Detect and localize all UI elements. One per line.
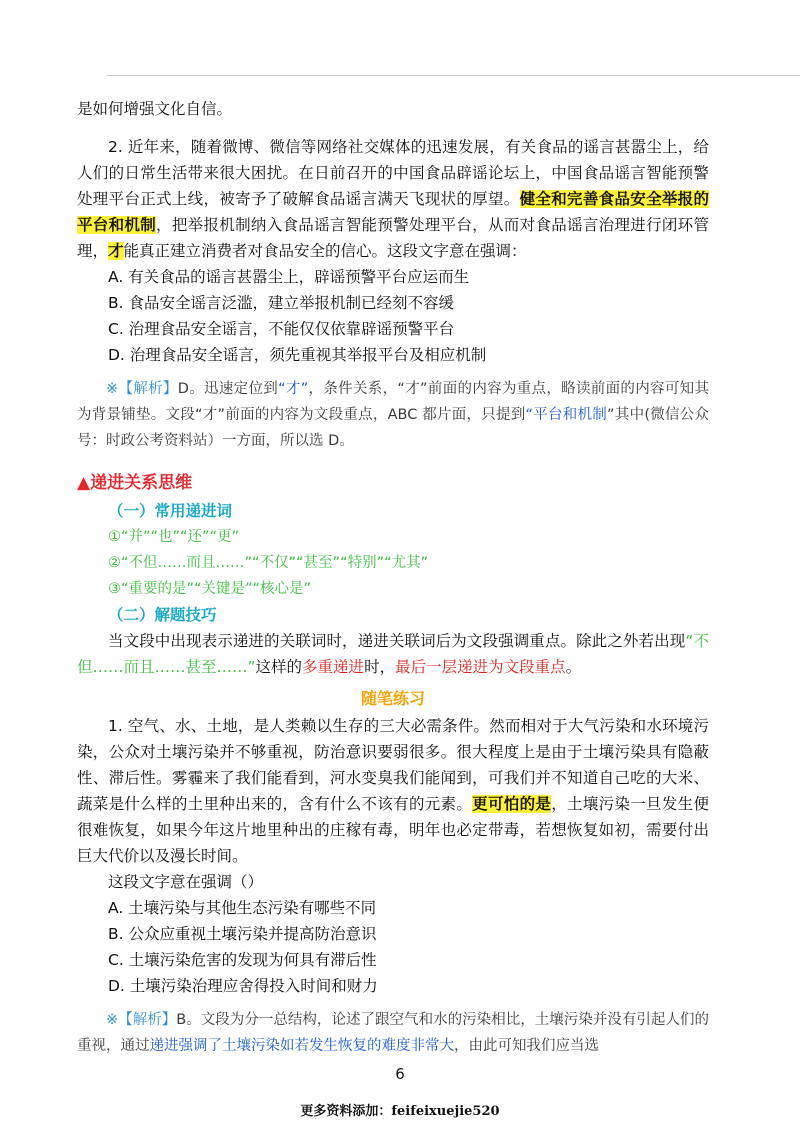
q2-analysis-keyword: “才” — [278, 381, 309, 397]
tip-text-3: 时， — [364, 658, 396, 676]
word-list-item-1: ①“并”“也”“还”“更” — [108, 529, 240, 545]
section-heading: ▲递进关系思维 — [77, 473, 193, 493]
practice-analysis — [77, 1007, 709, 1059]
document-body — [77, 96, 709, 1059]
subheading-techniques: （二）解题技巧 — [108, 606, 217, 624]
q2-highlight-1: 健全和完善食品安全举报的平台和机制 — [77, 190, 709, 234]
practice-question-prompt: 这段文字意在强调（） — [108, 873, 264, 891]
practice-option-d: D. 土壤污染治理应舍得投入时间和财力 — [108, 977, 378, 995]
practice-analysis-link: 递进强调了土壤污染如若发生恢复的难度非常大 — [149, 1038, 454, 1054]
q2-option-c: C. 治理食品安全谣言，不能仅仅依靠辟谣预警平台 — [108, 320, 455, 338]
q2-option-d: D. 治理食品安全谣言，须先重视其举报平台及相应机制 — [108, 346, 487, 364]
practice-analysis-mark: ※【解析】 — [106, 1012, 177, 1028]
practice-title: 随笔练习 — [360, 689, 425, 708]
tip-text-4: 。 — [565, 658, 582, 676]
practice-option-c: C. 土壤污染危害的发现为何具有滞后性 — [108, 951, 377, 969]
q2-highlight-2: 才 — [108, 242, 124, 260]
analysis-mark: ※【解析】 — [106, 381, 178, 397]
q2-analysis-link: “平台和机制 — [525, 407, 608, 423]
q2-text-1: 2. 近年来，随着微博、微信等网络社交媒体的迅速发展，有关食品的谣言甚嚣尘上，给人们的日常生活带来很大困扰。在日前召开的中国食品辟谣论坛上，中国食品谣言智能预警处理平台正式上线，被寄予了破解食品谣言满天飞现状的厚望。 — [77, 138, 709, 208]
header-rule — [107, 75, 800, 76]
subheading-common-words: （一）常用递进词 — [108, 502, 233, 520]
word-list-item-2: ②“不但……而且……”“不仅”“甚至”“特别”“尤其” — [108, 555, 429, 571]
practice-option-a: A. 土壤污染与其他生态污染有哪些不同 — [108, 899, 377, 917]
technique-paragraph — [77, 628, 709, 680]
question-2-stem — [77, 134, 709, 264]
q2-text-3: 能真正建立消费者对食品安全的信心。这段文字意在强调： — [123, 242, 527, 260]
word-list-item-3: ③“重要的是”“关键是”“核心是” — [108, 581, 312, 597]
practice-highlight: 更可怕的是 — [472, 795, 552, 813]
practice-text-1: 1. 空气、水、土地，是人类赖以生存的三大必需条件。然而相对于大气污染和水环境污染，公众对土壤污染并不够重视，防治意识要弱很多。很大程度上是由于土壤污染具有隐蔽性、滞后性。雾霾来了我们能看到，河水变臭我们能闻到，可我们并不知道自己吃的大米、蔬菜是什么样的土里种出来的，含有什么不该有的元素。 — [77, 717, 709, 813]
tip-text-1: 当文段中出现表示递进的关联词时，递进关联词后为文段强调重点。除此之外若出现 — [108, 632, 686, 650]
q2-analysis-text-2: ，条件关系，“才”前面的内容为重点，略读前面的内容可知其为背景铺垫。文段“才”前面的内容为文段重点，ABC 都片面，只提到 — [77, 381, 709, 423]
q2-option-b: B. 食品安全谣言泛滥，建立举报机制已经刻不容缓 — [108, 294, 454, 312]
practice-option-b: B. 公众应重视土壤污染并提高防治意识 — [108, 925, 377, 943]
tip-red-phrase-2: 最后一层递进为文段重点 — [395, 658, 566, 676]
practice-text-2: ，土壤污染一旦发生便很难恢复，如果今年这片地里种出的庄稼有毒，明年也必定带毒，若想恢复如初，需要付出巨大代价以及漫长时间。 — [77, 795, 709, 865]
practice-question-stem — [77, 713, 709, 869]
practice-analysis-text-1: B。文段为分一总结构，论述了跟空气和水的污染相比，土壤污染并没有引起人们的重视，通过 — [77, 1012, 709, 1054]
tip-text-2: 这样的 — [255, 658, 303, 676]
tip-green-phrase: “不但……而且……甚至……” — [77, 632, 709, 676]
intro-tail: 是如何增强文化自信。 — [77, 100, 233, 118]
tip-red-phrase-1: 多重递进 — [302, 658, 365, 676]
q2-option-a: A. 有关食品的谣言甚嚣尘上，辟谣预警平台应运而生 — [108, 268, 470, 286]
page-number: 6 — [395, 1065, 405, 1083]
q2-text-2: ，把举报机制纳入食品谣言智能预警处理平台，从而对食品谣言治理进行闭环管理， — [77, 216, 709, 260]
q2-analysis-text-1: D。迅速定位到 — [177, 381, 279, 397]
q2-analysis-text-3: ”其中(微信公众号：时政公考资料站）一方面，所以选 D。 — [77, 407, 709, 449]
footer-note: 更多资料添加：feifeixuejie520 — [300, 1104, 500, 1119]
q2-analysis — [77, 376, 709, 454]
practice-analysis-text-2: ，由此可知我们应当选 — [454, 1038, 599, 1054]
